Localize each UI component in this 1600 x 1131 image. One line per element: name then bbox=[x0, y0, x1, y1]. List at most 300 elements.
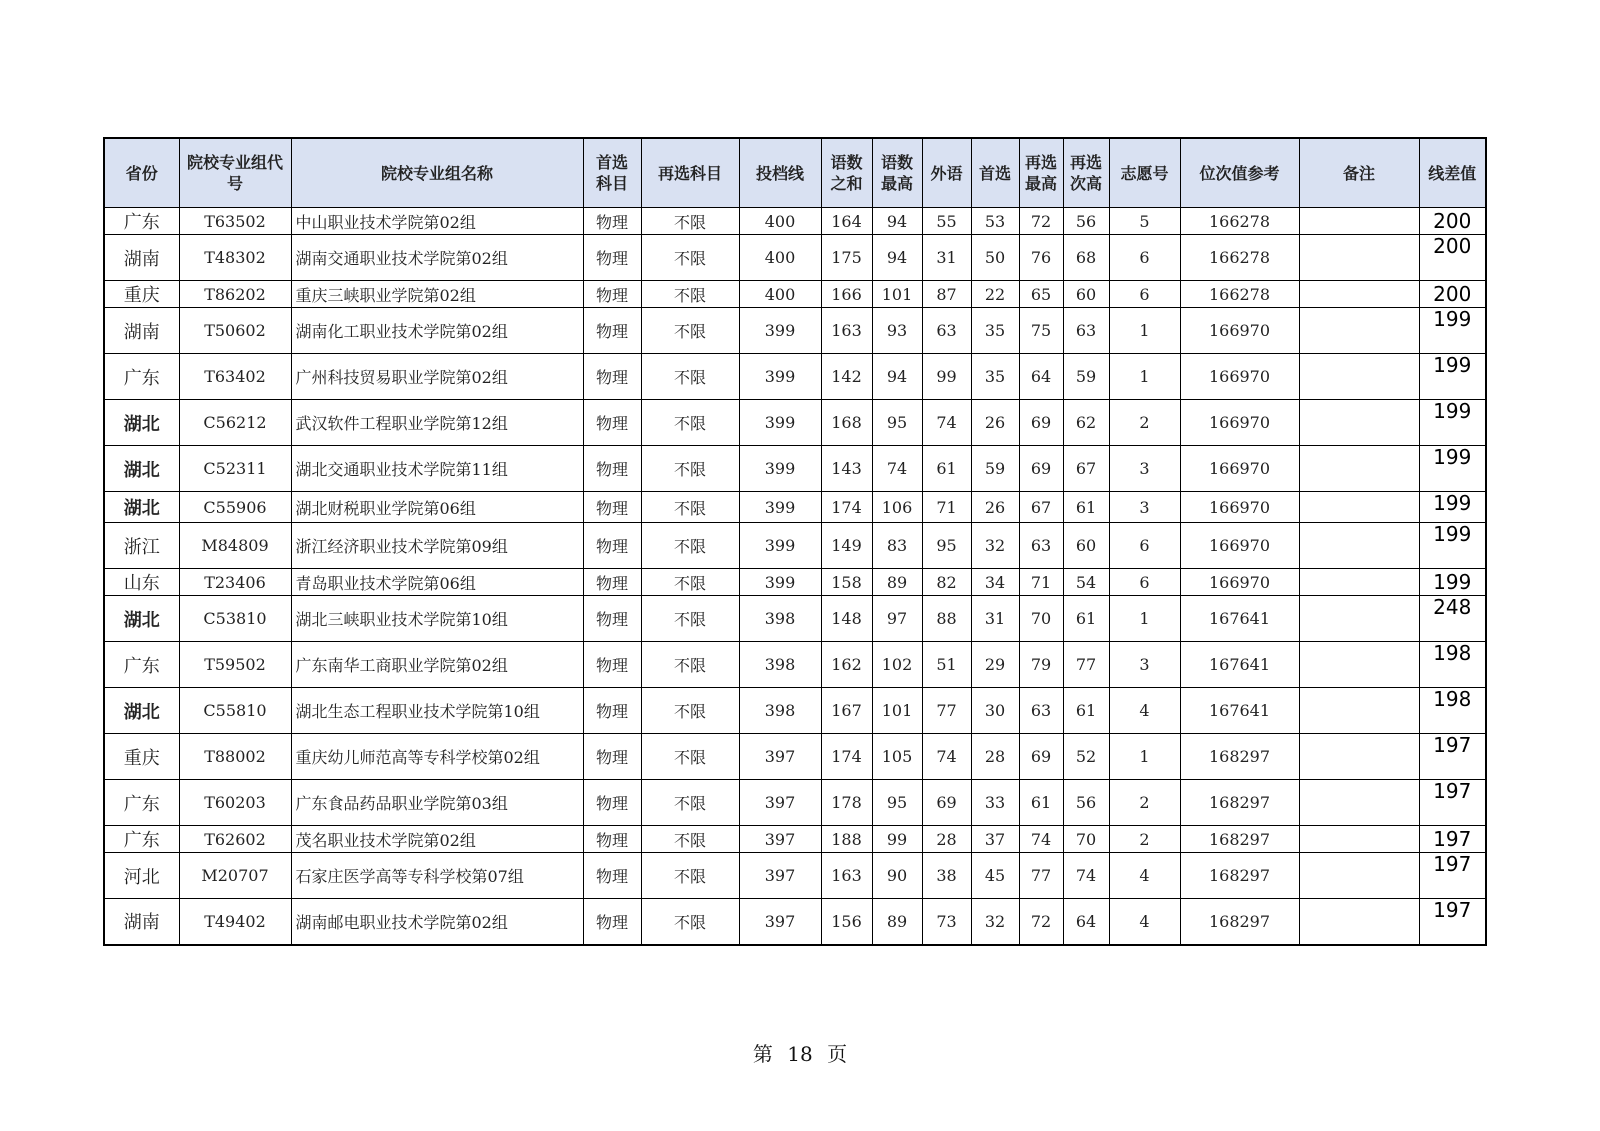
header-line: 最高 bbox=[880, 174, 913, 193]
cell-wish: 1 bbox=[1109, 596, 1180, 642]
cell-province: 湖南 bbox=[104, 899, 179, 945]
table-row bbox=[104, 688, 1486, 734]
table-row bbox=[104, 899, 1486, 945]
cell-province: 重庆 bbox=[104, 281, 179, 308]
table-row bbox=[104, 492, 1486, 523]
cell-cm-sum: 142 bbox=[821, 354, 872, 400]
cell-first: 物理 bbox=[583, 354, 641, 400]
cell-wish: 1 bbox=[1109, 308, 1180, 354]
cell-first-score: 37 bbox=[971, 826, 1019, 853]
header-col-rank bbox=[1180, 138, 1299, 208]
cell-score: 399 bbox=[739, 446, 821, 492]
cell-wish: 6 bbox=[1109, 281, 1180, 308]
cell-note bbox=[1299, 569, 1419, 596]
header-line: 志愿号 bbox=[1120, 163, 1169, 183]
cell-re-second: 77 bbox=[1063, 642, 1109, 688]
page-suffix: 页 bbox=[827, 1042, 848, 1066]
cell-first: 物理 bbox=[583, 235, 641, 281]
cell-re-max: 64 bbox=[1019, 354, 1063, 400]
cell-first-score: 22 bbox=[971, 281, 1019, 308]
cell-second: 不限 bbox=[641, 492, 739, 523]
cell-code: C56212 bbox=[179, 400, 291, 446]
header-col-cm-max bbox=[872, 138, 922, 208]
cell-cm-sum: 166 bbox=[821, 281, 872, 308]
cell-cm-sum: 163 bbox=[821, 308, 872, 354]
cell-wish: 3 bbox=[1109, 642, 1180, 688]
header-col-wish bbox=[1109, 138, 1180, 208]
cell-wish: 3 bbox=[1109, 446, 1180, 492]
cell-score: 399 bbox=[739, 308, 821, 354]
cell-code: M84809 bbox=[179, 523, 291, 569]
cell-note bbox=[1299, 853, 1419, 899]
cell-code: T50602 bbox=[179, 308, 291, 354]
cell-rank: 166970 bbox=[1180, 308, 1299, 354]
cell-re-max: 61 bbox=[1019, 780, 1063, 826]
cell-first: 物理 bbox=[583, 569, 641, 596]
header-col-note bbox=[1299, 138, 1419, 208]
page-prefix: 第 bbox=[752, 1042, 773, 1066]
cell-province: 湖北 bbox=[104, 400, 179, 446]
cell-second: 不限 bbox=[641, 853, 739, 899]
cell-second: 不限 bbox=[641, 400, 739, 446]
cell-note bbox=[1299, 235, 1419, 281]
cell-first-score: 26 bbox=[971, 492, 1019, 523]
cell-name: 广东食品药品职业学院第03组 bbox=[291, 780, 583, 826]
cell-second: 不限 bbox=[641, 308, 739, 354]
cell-note bbox=[1299, 899, 1419, 945]
cell-rank: 167641 bbox=[1180, 642, 1299, 688]
cell-re-second: 64 bbox=[1063, 899, 1109, 945]
cell-diff: 197 bbox=[1419, 899, 1486, 945]
cell-second: 不限 bbox=[641, 642, 739, 688]
cell-cm-sum: 164 bbox=[821, 208, 872, 235]
cell-province: 重庆 bbox=[104, 734, 179, 780]
header-col-second-subject bbox=[641, 138, 739, 208]
cell-wish: 6 bbox=[1109, 523, 1180, 569]
table-header-row bbox=[104, 138, 1486, 208]
cell-first: 物理 bbox=[583, 446, 641, 492]
cell-code: C52311 bbox=[179, 446, 291, 492]
cell-province: 广东 bbox=[104, 642, 179, 688]
table-row bbox=[104, 400, 1486, 446]
cell-first: 物理 bbox=[583, 780, 641, 826]
header-line: 语数 bbox=[880, 153, 913, 172]
cell-province: 广东 bbox=[104, 208, 179, 235]
header-col-first-subject bbox=[583, 138, 641, 208]
cell-foreign: 31 bbox=[922, 235, 971, 281]
cell-re-second: 62 bbox=[1063, 400, 1109, 446]
cell-re-second: 61 bbox=[1063, 596, 1109, 642]
cell-diff: 248 bbox=[1419, 596, 1486, 642]
cell-cm-max: 105 bbox=[872, 734, 922, 780]
cell-name: 湖北财税职业学院第06组 bbox=[291, 492, 583, 523]
header-line: 院校专业组名称 bbox=[380, 163, 493, 183]
cell-name: 武汉软件工程职业学院第12组 bbox=[291, 400, 583, 446]
cell-re-second: 52 bbox=[1063, 734, 1109, 780]
cell-code: T88002 bbox=[179, 734, 291, 780]
cell-note bbox=[1299, 400, 1419, 446]
cell-wish: 4 bbox=[1109, 899, 1180, 945]
cell-foreign: 99 bbox=[922, 354, 971, 400]
cell-code: T86202 bbox=[179, 281, 291, 308]
cell-name: 青岛职业技术学院第06组 bbox=[291, 569, 583, 596]
cell-score: 400 bbox=[739, 235, 821, 281]
table-row bbox=[104, 354, 1486, 400]
cell-code: T63502 bbox=[179, 208, 291, 235]
cell-first-score: 29 bbox=[971, 642, 1019, 688]
table-row bbox=[104, 281, 1486, 308]
cell-first: 物理 bbox=[583, 308, 641, 354]
cell-re-second: 68 bbox=[1063, 235, 1109, 281]
cell-foreign: 28 bbox=[922, 826, 971, 853]
cell-code: T49402 bbox=[179, 899, 291, 945]
cell-code: C53810 bbox=[179, 596, 291, 642]
header-line: 再选 bbox=[1069, 153, 1102, 172]
cell-note bbox=[1299, 446, 1419, 492]
cell-wish: 1 bbox=[1109, 734, 1180, 780]
cell-second: 不限 bbox=[641, 235, 739, 281]
cell-code: T59502 bbox=[179, 642, 291, 688]
cell-diff: 197 bbox=[1419, 780, 1486, 826]
cell-cm-max: 101 bbox=[872, 688, 922, 734]
cell-wish: 3 bbox=[1109, 492, 1180, 523]
cell-diff: 197 bbox=[1419, 734, 1486, 780]
cell-province: 湖南 bbox=[104, 308, 179, 354]
cell-rank: 166970 bbox=[1180, 492, 1299, 523]
cell-second: 不限 bbox=[641, 354, 739, 400]
cell-code: T62602 bbox=[179, 826, 291, 853]
cell-rank: 166970 bbox=[1180, 446, 1299, 492]
cell-first-score: 50 bbox=[971, 235, 1019, 281]
header-col-re-second bbox=[1063, 138, 1109, 208]
cell-score: 399 bbox=[739, 523, 821, 569]
cell-rank: 167641 bbox=[1180, 596, 1299, 642]
cell-wish: 5 bbox=[1109, 208, 1180, 235]
cell-foreign: 51 bbox=[922, 642, 971, 688]
cell-first: 物理 bbox=[583, 853, 641, 899]
cell-re-max: 70 bbox=[1019, 596, 1063, 642]
cell-wish: 2 bbox=[1109, 826, 1180, 853]
cell-note bbox=[1299, 780, 1419, 826]
cell-re-second: 70 bbox=[1063, 826, 1109, 853]
cell-cm-max: 89 bbox=[872, 899, 922, 945]
cell-province: 湖北 bbox=[104, 688, 179, 734]
cell-second: 不限 bbox=[641, 569, 739, 596]
cell-score: 399 bbox=[739, 569, 821, 596]
header-col-code bbox=[179, 138, 291, 208]
cell-score: 397 bbox=[739, 899, 821, 945]
cell-foreign: 95 bbox=[922, 523, 971, 569]
table-row bbox=[104, 826, 1486, 853]
cell-first: 物理 bbox=[583, 688, 641, 734]
cell-rank: 166278 bbox=[1180, 281, 1299, 308]
cell-note bbox=[1299, 523, 1419, 569]
cell-foreign: 74 bbox=[922, 734, 971, 780]
cell-second: 不限 bbox=[641, 688, 739, 734]
cell-foreign: 71 bbox=[922, 492, 971, 523]
cell-first: 物理 bbox=[583, 523, 641, 569]
cell-rank: 168297 bbox=[1180, 734, 1299, 780]
cell-province: 广东 bbox=[104, 826, 179, 853]
cell-cm-sum: 162 bbox=[821, 642, 872, 688]
table-row bbox=[104, 596, 1486, 642]
header-line: 首选 bbox=[978, 163, 1011, 183]
cell-foreign: 61 bbox=[922, 446, 971, 492]
cell-re-second: 60 bbox=[1063, 281, 1109, 308]
header-line: 次高 bbox=[1069, 174, 1102, 193]
header-line: 再选科目 bbox=[657, 163, 722, 183]
cell-cm-max: 74 bbox=[872, 446, 922, 492]
cell-second: 不限 bbox=[641, 208, 739, 235]
cell-foreign: 63 bbox=[922, 308, 971, 354]
cell-first-score: 33 bbox=[971, 780, 1019, 826]
cell-diff: 199 bbox=[1419, 400, 1486, 446]
cell-cm-max: 106 bbox=[872, 492, 922, 523]
cell-wish: 4 bbox=[1109, 853, 1180, 899]
cell-cm-max: 97 bbox=[872, 596, 922, 642]
cell-re-max: 77 bbox=[1019, 853, 1063, 899]
cell-first: 物理 bbox=[583, 734, 641, 780]
cell-first-score: 32 bbox=[971, 899, 1019, 945]
cell-cm-max: 94 bbox=[872, 208, 922, 235]
cell-diff: 200 bbox=[1419, 235, 1486, 281]
cell-cm-max: 93 bbox=[872, 308, 922, 354]
cell-first-score: 59 bbox=[971, 446, 1019, 492]
cell-wish: 1 bbox=[1109, 354, 1180, 400]
cell-re-max: 75 bbox=[1019, 308, 1063, 354]
cell-first-score: 45 bbox=[971, 853, 1019, 899]
table-row bbox=[104, 523, 1486, 569]
cell-second: 不限 bbox=[641, 734, 739, 780]
cell-wish: 2 bbox=[1109, 400, 1180, 446]
cell-note bbox=[1299, 208, 1419, 235]
header-line: 投档线 bbox=[755, 163, 804, 183]
cell-re-max: 65 bbox=[1019, 281, 1063, 308]
cell-cm-sum: 167 bbox=[821, 688, 872, 734]
admission-score-table bbox=[103, 137, 1487, 946]
cell-code: T60203 bbox=[179, 780, 291, 826]
cell-score: 399 bbox=[739, 492, 821, 523]
cell-name: 浙江经济职业技术学院第09组 bbox=[291, 523, 583, 569]
cell-cm-sum: 174 bbox=[821, 492, 872, 523]
header-line: 再选 bbox=[1024, 153, 1057, 172]
cell-re-max: 76 bbox=[1019, 235, 1063, 281]
cell-rank: 168297 bbox=[1180, 899, 1299, 945]
cell-name: 湖北三峡职业技术学院第10组 bbox=[291, 596, 583, 642]
cell-note bbox=[1299, 354, 1419, 400]
cell-cm-max: 94 bbox=[872, 354, 922, 400]
cell-diff: 198 bbox=[1419, 688, 1486, 734]
cell-second: 不限 bbox=[641, 523, 739, 569]
table-body bbox=[104, 208, 1486, 945]
cell-re-second: 61 bbox=[1063, 492, 1109, 523]
cell-re-second: 61 bbox=[1063, 688, 1109, 734]
header-line: 省份 bbox=[125, 163, 158, 183]
cell-score: 397 bbox=[739, 853, 821, 899]
cell-diff: 199 bbox=[1419, 523, 1486, 569]
cell-cm-max: 94 bbox=[872, 235, 922, 281]
table-row bbox=[104, 780, 1486, 826]
cell-first-score: 35 bbox=[971, 308, 1019, 354]
page-footer bbox=[0, 1038, 1600, 1067]
cell-foreign: 69 bbox=[922, 780, 971, 826]
cell-province: 广东 bbox=[104, 354, 179, 400]
cell-first-score: 31 bbox=[971, 596, 1019, 642]
cell-re-max: 63 bbox=[1019, 523, 1063, 569]
cell-cm-max: 101 bbox=[872, 281, 922, 308]
header-line: 外语 bbox=[930, 163, 963, 183]
cell-note bbox=[1299, 642, 1419, 688]
cell-rank: 167641 bbox=[1180, 688, 1299, 734]
cell-re-max: 79 bbox=[1019, 642, 1063, 688]
header-col-diff bbox=[1419, 138, 1486, 208]
cell-rank: 166970 bbox=[1180, 569, 1299, 596]
cell-re-second: 56 bbox=[1063, 208, 1109, 235]
table-row bbox=[104, 446, 1486, 492]
cell-score: 399 bbox=[739, 400, 821, 446]
cell-province: 山东 bbox=[104, 569, 179, 596]
cell-name: 湖北交通职业技术学院第11组 bbox=[291, 446, 583, 492]
cell-diff: 200 bbox=[1419, 281, 1486, 308]
cell-second: 不限 bbox=[641, 899, 739, 945]
cell-first-score: 53 bbox=[971, 208, 1019, 235]
cell-note bbox=[1299, 492, 1419, 523]
cell-diff: 199 bbox=[1419, 492, 1486, 523]
table-row bbox=[104, 853, 1486, 899]
cell-cm-max: 102 bbox=[872, 642, 922, 688]
cell-cm-sum: 149 bbox=[821, 523, 872, 569]
cell-first: 物理 bbox=[583, 642, 641, 688]
cell-first-score: 26 bbox=[971, 400, 1019, 446]
cell-foreign: 87 bbox=[922, 281, 971, 308]
cell-re-max: 72 bbox=[1019, 208, 1063, 235]
cell-first: 物理 bbox=[583, 281, 641, 308]
cell-wish: 2 bbox=[1109, 780, 1180, 826]
cell-rank: 166970 bbox=[1180, 400, 1299, 446]
cell-score: 397 bbox=[739, 780, 821, 826]
cell-second: 不限 bbox=[641, 446, 739, 492]
cell-re-max: 67 bbox=[1019, 492, 1063, 523]
cell-note bbox=[1299, 596, 1419, 642]
cell-name: 重庆幼儿师范高等专科学校第02组 bbox=[291, 734, 583, 780]
table-row bbox=[104, 734, 1486, 780]
cell-re-max: 74 bbox=[1019, 826, 1063, 853]
cell-name: 湖北生态工程职业技术学院第10组 bbox=[291, 688, 583, 734]
cell-second: 不限 bbox=[641, 826, 739, 853]
cell-re-max: 69 bbox=[1019, 734, 1063, 780]
cell-score: 398 bbox=[739, 688, 821, 734]
header-line: 科目 bbox=[595, 174, 628, 193]
header-col-re-max bbox=[1019, 138, 1063, 208]
cell-name: 石家庄医学高等专科学校第07组 bbox=[291, 853, 583, 899]
cell-cm-max: 95 bbox=[872, 400, 922, 446]
cell-first-score: 34 bbox=[971, 569, 1019, 596]
cell-cm-sum: 174 bbox=[821, 734, 872, 780]
header-line: 号 bbox=[226, 174, 243, 193]
cell-name: 茂名职业技术学院第02组 bbox=[291, 826, 583, 853]
header-line: 备注 bbox=[1342, 163, 1375, 183]
cell-re-second: 63 bbox=[1063, 308, 1109, 354]
cell-wish: 4 bbox=[1109, 688, 1180, 734]
header-line: 线差值 bbox=[1428, 163, 1477, 183]
cell-second: 不限 bbox=[641, 281, 739, 308]
cell-province: 湖北 bbox=[104, 492, 179, 523]
cell-rank: 166278 bbox=[1180, 208, 1299, 235]
table-row bbox=[104, 235, 1486, 281]
cell-foreign: 82 bbox=[922, 569, 971, 596]
cell-code: M20707 bbox=[179, 853, 291, 899]
cell-re-max: 63 bbox=[1019, 688, 1063, 734]
table-row bbox=[104, 308, 1486, 354]
header-col-province bbox=[104, 138, 179, 208]
cell-rank: 168297 bbox=[1180, 780, 1299, 826]
cell-diff: 197 bbox=[1419, 853, 1486, 899]
cell-re-max: 71 bbox=[1019, 569, 1063, 596]
cell-rank: 166970 bbox=[1180, 354, 1299, 400]
cell-re-second: 60 bbox=[1063, 523, 1109, 569]
cell-re-second: 56 bbox=[1063, 780, 1109, 826]
cell-re-second: 54 bbox=[1063, 569, 1109, 596]
cell-cm-max: 89 bbox=[872, 569, 922, 596]
cell-note bbox=[1299, 308, 1419, 354]
cell-foreign: 77 bbox=[922, 688, 971, 734]
cell-cm-max: 90 bbox=[872, 853, 922, 899]
cell-first: 物理 bbox=[583, 492, 641, 523]
cell-cm-max: 95 bbox=[872, 780, 922, 826]
cell-cm-sum: 188 bbox=[821, 826, 872, 853]
cell-diff: 199 bbox=[1419, 354, 1486, 400]
table-row bbox=[104, 208, 1486, 235]
cell-name: 广州科技贸易职业学院第02组 bbox=[291, 354, 583, 400]
cell-re-max: 69 bbox=[1019, 400, 1063, 446]
cell-note bbox=[1299, 688, 1419, 734]
cell-foreign: 88 bbox=[922, 596, 971, 642]
cell-first-score: 35 bbox=[971, 354, 1019, 400]
cell-cm-max: 99 bbox=[872, 826, 922, 853]
cell-diff: 198 bbox=[1419, 642, 1486, 688]
header-col-score bbox=[739, 138, 821, 208]
cell-province: 浙江 bbox=[104, 523, 179, 569]
cell-first: 物理 bbox=[583, 596, 641, 642]
cell-code: C55810 bbox=[179, 688, 291, 734]
cell-rank: 166278 bbox=[1180, 235, 1299, 281]
header-line: 首选 bbox=[595, 153, 628, 172]
cell-note bbox=[1299, 826, 1419, 853]
cell-note bbox=[1299, 734, 1419, 780]
cell-province: 湖南 bbox=[104, 235, 179, 281]
cell-first: 物理 bbox=[583, 400, 641, 446]
cell-score: 399 bbox=[739, 354, 821, 400]
cell-province: 湖北 bbox=[104, 446, 179, 492]
cell-score: 400 bbox=[739, 281, 821, 308]
cell-re-second: 59 bbox=[1063, 354, 1109, 400]
cell-name: 湖南交通职业技术学院第02组 bbox=[291, 235, 583, 281]
cell-name: 湖南化工职业技术学院第02组 bbox=[291, 308, 583, 354]
cell-foreign: 74 bbox=[922, 400, 971, 446]
cell-cm-sum: 148 bbox=[821, 596, 872, 642]
cell-re-max: 72 bbox=[1019, 899, 1063, 945]
cell-first-score: 28 bbox=[971, 734, 1019, 780]
cell-first: 物理 bbox=[583, 208, 641, 235]
cell-code: C55906 bbox=[179, 492, 291, 523]
header-line: 之和 bbox=[830, 174, 863, 193]
cell-foreign: 73 bbox=[922, 899, 971, 945]
cell-wish: 6 bbox=[1109, 569, 1180, 596]
cell-diff: 200 bbox=[1419, 208, 1486, 235]
cell-score: 398 bbox=[739, 596, 821, 642]
cell-cm-sum: 163 bbox=[821, 853, 872, 899]
cell-rank: 166970 bbox=[1180, 523, 1299, 569]
